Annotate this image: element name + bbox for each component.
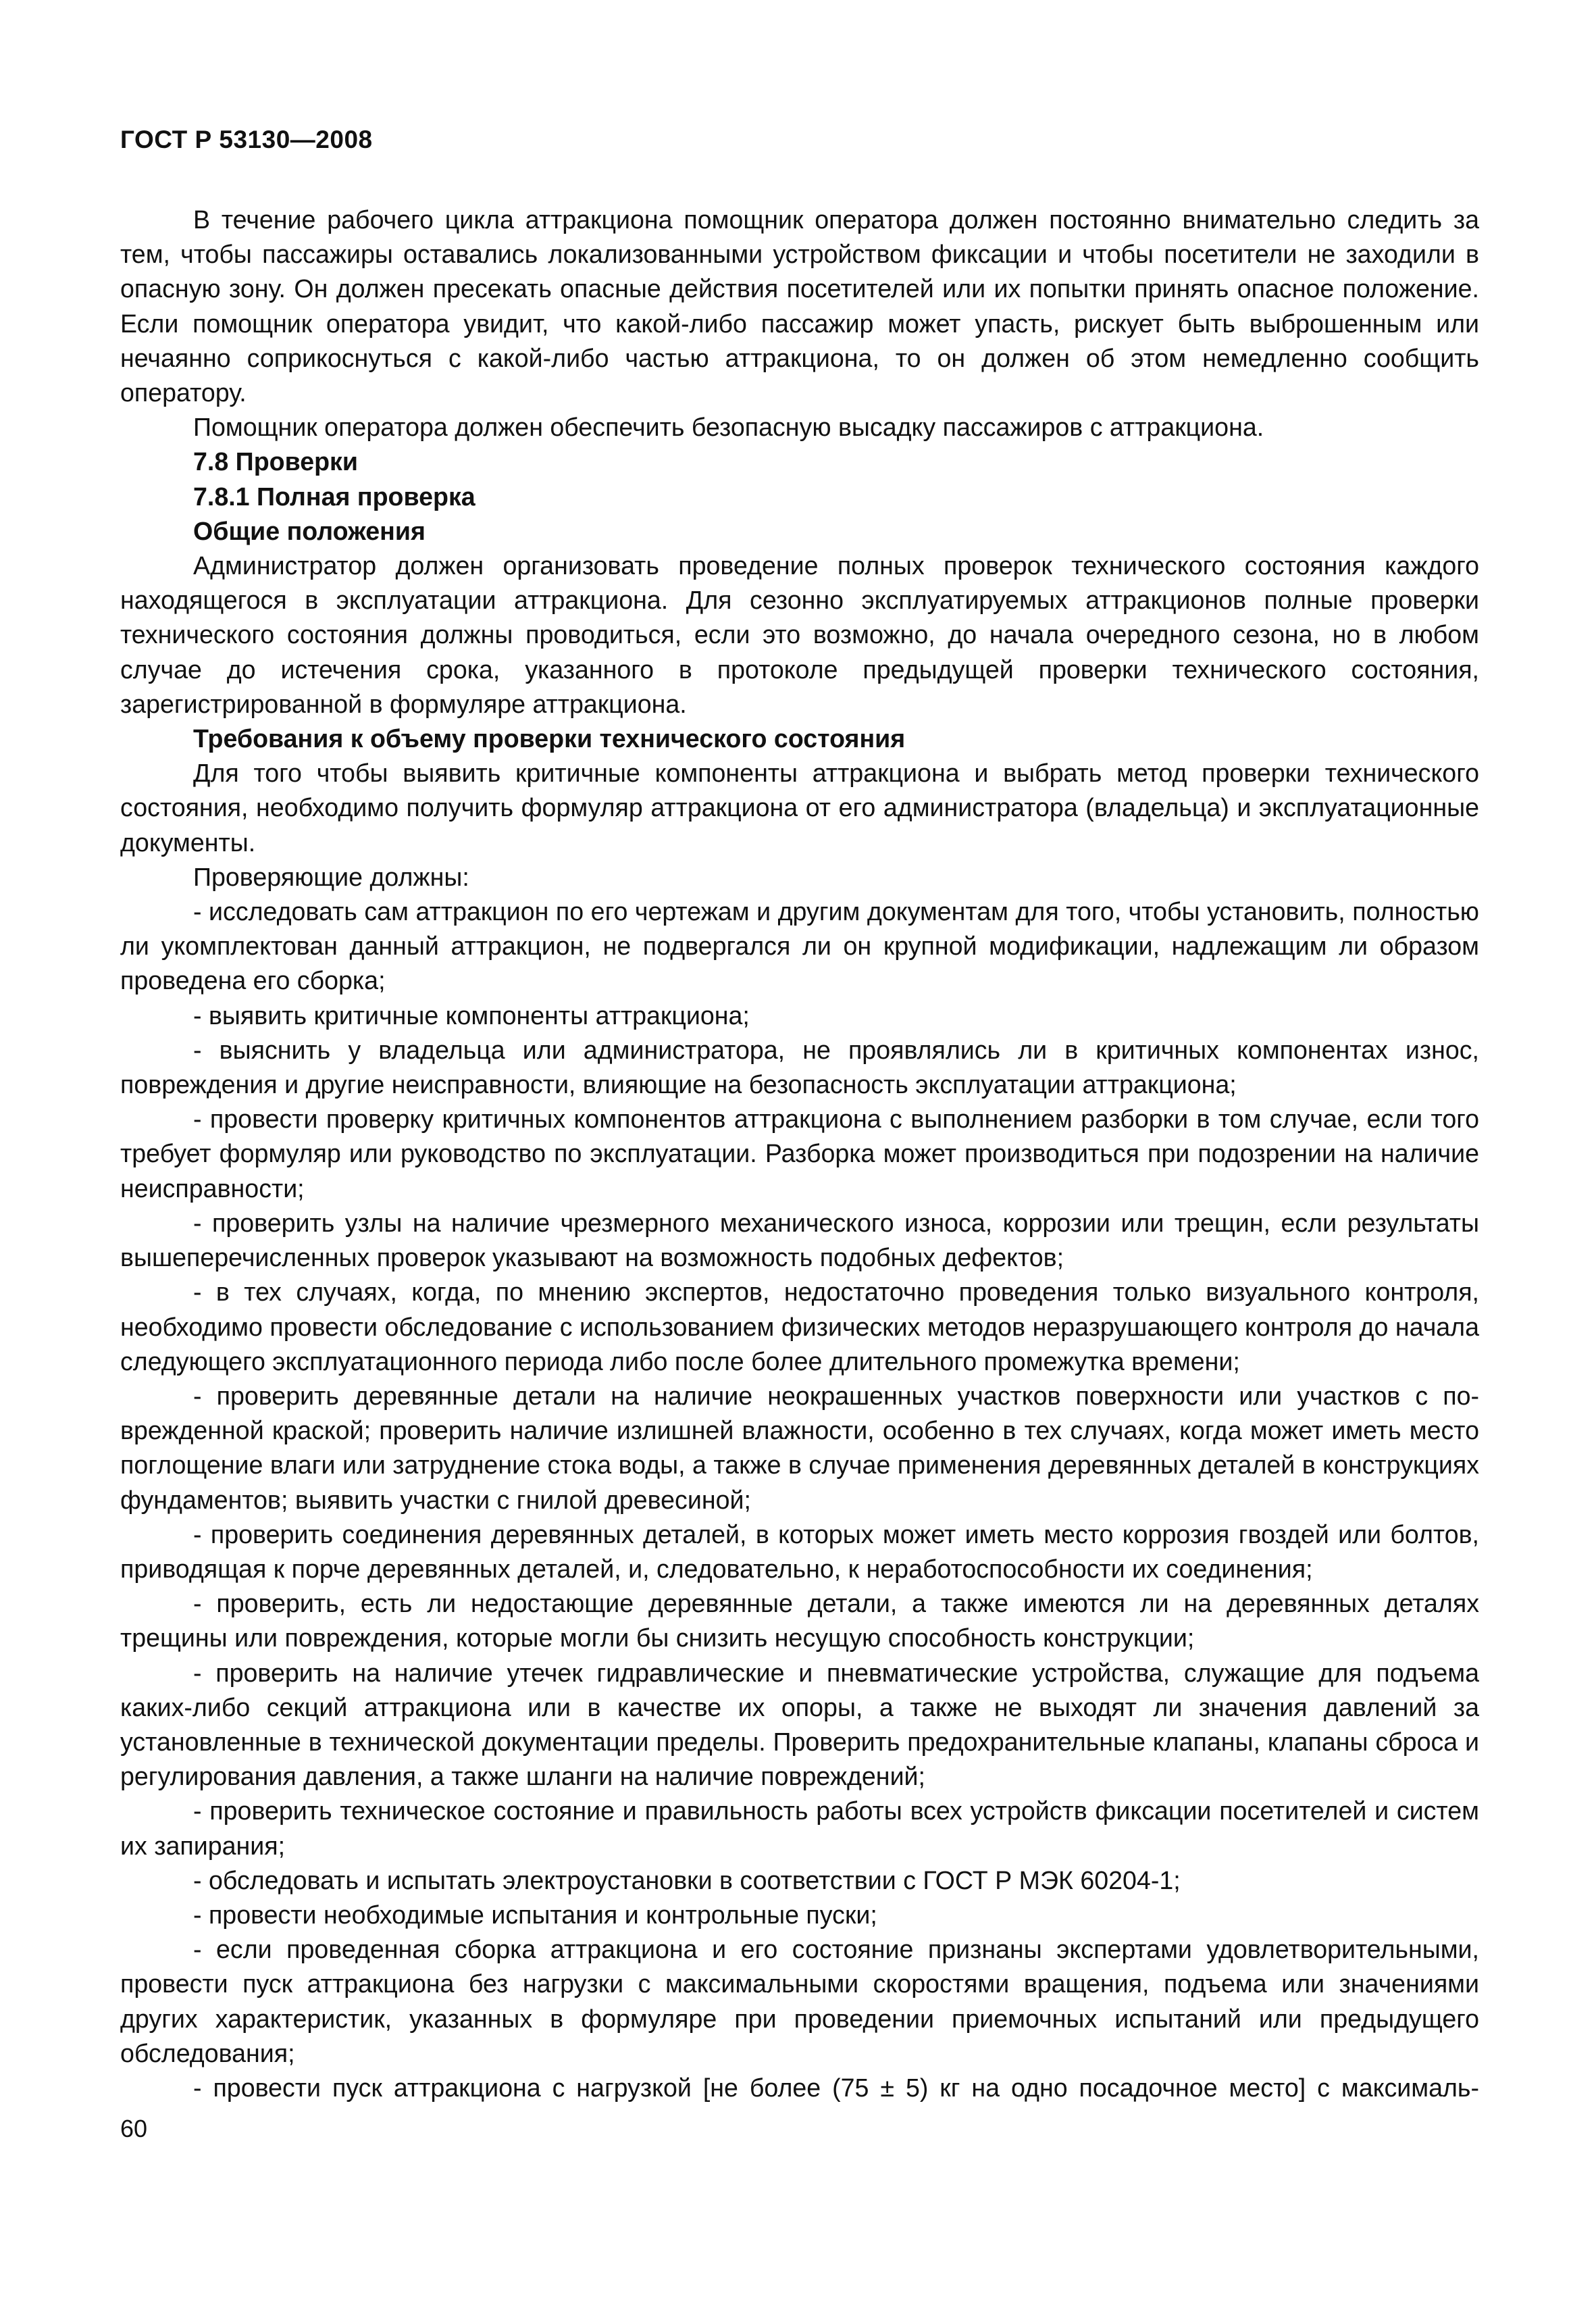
list-item: - если проведенная сборка аттракциона и его состояние признаны экспертами удовлетворительными, провести пуск аттракциона без нагрузки с максимальными скоростями вращения, подъема или значениями других характеристик, указанных в формуляре при проведении приемочных испытаний или предыдущего обследования; — [120, 1935, 1479, 2067]
subsection-heading: 7.8.1 Полная проверка — [193, 482, 475, 511]
list-item: - провести пуск аттракциона с нагрузкой [не более (75 ± 5) кг на одно посадочное место] с максималь- — [193, 2073, 1479, 2102]
list-item: - проверить узлы на наличие чрезмерного механического износа, коррозии или трещин, если результаты вышеперечисленных проверок указывают на возможность подобных дефектов; — [120, 1208, 1479, 1272]
list-item: - проверить на наличие утечек гидравлические и пневматические устройства, служащие для подъема каких-либо секций аттракциона или в качестве их опоры, а также не выходят ли значения давлений за установленные в технической документации пределы. Проверить предохранительные клапаны, клапаны сброса и регулирования давления, а также шланги на наличие повреждений; — [120, 1658, 1479, 1791]
list-item: - проверить техническое состояние и правильность работы всех устройств фиксации посетителей и систем их запирания; — [120, 1796, 1479, 1860]
list-item: - проверить соединения деревянных деталей, в которых может иметь место коррозия гвоздей или болтов, приводящая к порче деревянных деталей, и, следовательно, к неработоспособности их соединения; — [120, 1519, 1479, 1583]
paragraph: Администратор должен организовать проведение полных проверок технического состояния каждого находящегося в эксплуатации аттракциона. Для сезонно эксплуатируемых аттракционов полные проверки технического состояния должны проводиться, если это возможно, до начала очередного сезона, но в любом случае до истечения срока, указанного в протоколе предыдущей проверки технического состояния, зарегистрированной в формуляре аттракциона. — [120, 551, 1479, 718]
section-heading: 7.8 Проверки — [193, 447, 358, 476]
list-item: - выяснить у владельца или администратора, не проявлялись ли в критичных компонентах износ, повреждения и другие неисправности, влияющие на безопасность эксплуатации аттракциона; — [120, 1035, 1479, 1099]
document-page — [120, 0, 1479, 2314]
list-item: - проверить, есть ли недостающие деревянные детали, а также имеются ли на деревянных деталях трещины или повреждения, которые могли бы снизить несущую способность конструкции; — [120, 1589, 1479, 1653]
list-item: - провести необходимые испытания и контрольные пуски; — [193, 1900, 877, 1929]
list-item: - обследовать и испытать электроустановки в соответствии с ГОСТ Р МЭК 60204-1; — [193, 1865, 1181, 1894]
list-item: - в тех случаях, когда, по мнению экспертов, недостаточно проведения только визуального контроля, необходимо провести обследование с использованием физических методов неразрушающего контроля до начала следующего эксплуатационного периода либо после более длительного промежутка времени; — [120, 1278, 1479, 1376]
page-number: 60 — [120, 2115, 148, 2142]
paragraph: Помощник оператора должен обеспечить безопасную высадку пассажиров с аттракциона. — [193, 413, 1264, 442]
list-item: - провести проверку критичных компонентов аттракциона с выполнением разборки в том случае, если того требует формуляр или руководство по эксплуатации. Разборка может производиться при подозрении на наличие неисправности; — [120, 1105, 1479, 1203]
document-body — [120, 203, 1479, 2105]
standard-header: ГОСТ Р 53130—2008 — [120, 126, 373, 153]
paragraph: Проверяющие должны: — [193, 862, 469, 891]
topic-heading: Общие положения — [193, 516, 426, 545]
list-item: - исследовать сам аттракцион по его чертежам и другим документам для того, чтобы установить, полностью ли укомплектован данный аттракцион, не подвергался ли он крупной модификации, надлежащим ли образом проведена его сборка; — [120, 897, 1479, 995]
list-item: - проверить деревянные детали на наличие неокрашенных участков поверхности или участков с поврежденной краской; проверить наличие излишней влажности, особенно в тех случаях, когда может иметь место поглощение влаги или затруднение стока воды, а также в случае применения деревянных деталей в конструкциях фундаментов; выявить участки с гнилой древесиной; — [120, 1381, 1479, 1514]
topic-heading: Требования к объему проверки технического состояния — [193, 724, 906, 753]
list-item: - выявить критичные компоненты аттракциона; — [193, 1001, 750, 1030]
paragraph: В течение рабочего цикла аттракциона помощник оператора должен постоянно внимательно следить за тем, чтобы пассажиры оставались локализованными устройством фиксации и чтобы посетители не заходили в опасную зону. Он должен пресекать опасные действия посетителей или их попытки принять опасное положение. Если помощник оператора увидит, что какой-либо пассажир может упасть, рискует быть выброшенным или нечаянно соприкоснуться с какой-либо частью аттракциона, то он должен об этом немедленно сообщить оператору. — [120, 205, 1479, 407]
paragraph: Для того чтобы выявить критичные компоненты аттракциона и выбрать метод проверки технического состояния, необходимо получить формуляр аттракциона от его администратора (владельца) и эксплуатационные документы. — [120, 759, 1479, 857]
